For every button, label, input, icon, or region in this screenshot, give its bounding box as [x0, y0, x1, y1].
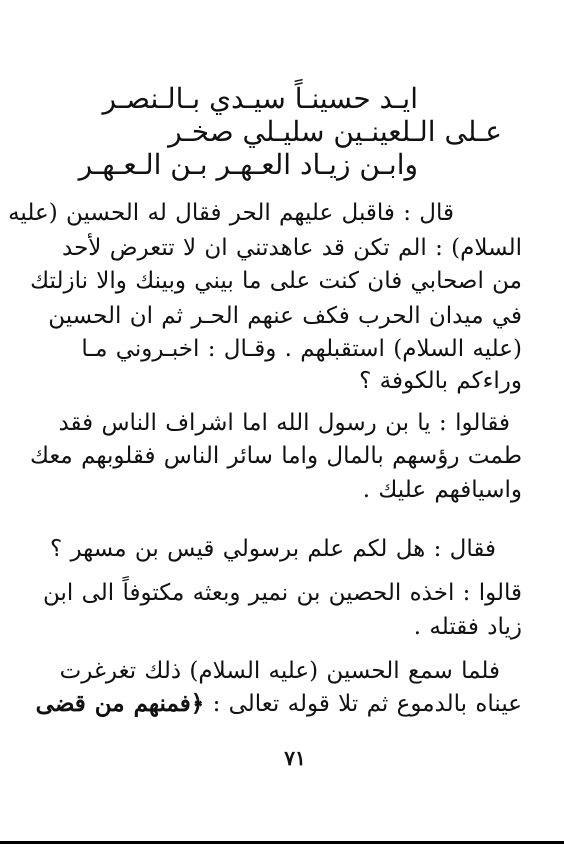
- poem-line-2: عـلى الـلعينـين سليـلي صخـر: [168, 115, 502, 148]
- paragraph-5-line-1: فلما سمع الحسين (عليه السلام) ذلك تغرغرت: [59, 658, 500, 684]
- poem-line-3: وابـن زيـاد العـهـر بـن الـعـهـر: [78, 148, 418, 181]
- paragraph-3-line-1: فقال : هل لكم علم برسولي قيس بن مسهر ؟: [49, 536, 496, 562]
- page-bottom-border: [0, 841, 564, 844]
- paragraph-4-line-2: زياد فقتله .: [413, 614, 522, 640]
- paragraph-5-line-2-text: عيناه بالدموع ثم تلا قوله تعالى :: [212, 691, 522, 717]
- paragraph-1-line-1: قال : فاقبل عليهم الحر فقال له الحسين (عليه: [8, 200, 454, 226]
- paragraph-1-line-2: السلام) : الم تكن قد عاهدتني ان لا تتعرض لأحد: [62, 235, 522, 261]
- paragraph-1-line-3: من اصحابي فان كنت على ما بيني وبينك والا نازلتك: [30, 268, 522, 294]
- paragraph-1-line-4: في ميدان الحرب فكف عنهم الحـر ثم ان الحسين: [48, 303, 522, 329]
- poem-line-1: ايـد حسينـاً سيـدي بـالـنصـر: [102, 82, 418, 115]
- paragraph-5-line-2: [36, 689, 522, 719]
- quran-quote-start: ﴿فمنهم من قضى: [35, 690, 205, 717]
- paragraph-1-line-6: وراءكم بالكوفة ؟: [359, 368, 522, 394]
- paragraph-2-line-3: واسيافهم عليك .: [362, 477, 522, 503]
- paragraph-1-line-5: (عليه السلام) استقبلهم . وقـال : اخبـروني مـا: [81, 336, 522, 362]
- page-number: ٧١: [284, 746, 306, 770]
- paragraph-4-line-1: قالوا : اخذه الحصين بن نمير وبعثه مكتوفاً الى ابن: [42, 580, 522, 606]
- paragraph-2-line-1: فقالوا : يا بن رسول الله اما اشراف الناس فقد: [58, 410, 510, 436]
- paragraph-2-line-2: طمت رؤسهم بالمال واما سائر الناس فقلوبهم معك: [29, 443, 522, 469]
